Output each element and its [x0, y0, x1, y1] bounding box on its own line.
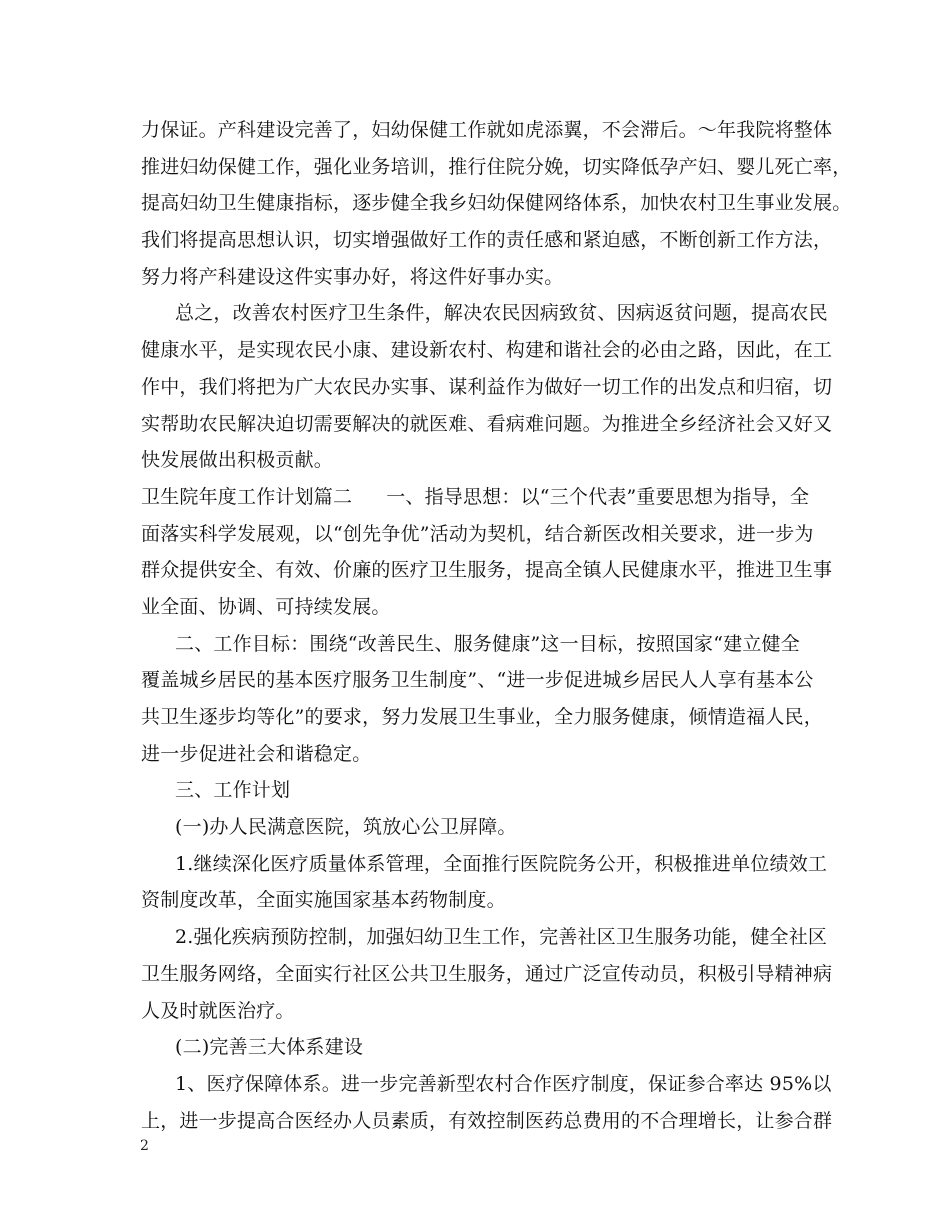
section-title: 卫生院年度工作计划篇二: [141, 485, 353, 508]
text-line: [141, 699, 831, 736]
text-line: [141, 1066, 831, 1103]
text-line: [141, 882, 831, 919]
line-text: 提高妇幼卫生健康指标，逐步健全我乡妇幼保健网络体系，加快农村卫生事业发展。: [141, 192, 852, 215]
line-text: 卫生服务网络，全面实行社区公共卫生服务，通过广泛宣传动员，积极引导精神病: [141, 962, 833, 985]
line-text: 业全面、协调、可持续发展。: [141, 595, 391, 618]
line-text: 实帮助农民解决迫切需要解决的就医难、看病难问题。为推进全乡经济社会又好又: [141, 412, 833, 435]
page-number: 2: [140, 1138, 149, 1154]
text-line: [141, 369, 831, 406]
line-text: 我们将提高思想认识，切实增强做好工作的责任感和紧迫感，不断创新工作方法，: [141, 229, 833, 252]
text-line: [141, 112, 831, 149]
line-text: 1、医疗保障体系。进一步完善新型农村合作医疗制度，保证参合率达 95%以: [175, 1072, 832, 1095]
text-line: [141, 479, 831, 516]
line-text: 人及时就医治疗。: [141, 999, 295, 1022]
text-line: [141, 406, 831, 443]
text-line: [141, 772, 831, 809]
line-text: 共卫生逐步均等化”的要求，努力发展卫生事业，全力服务健康，倾情造福人民，: [141, 706, 823, 728]
line-text: 2.强化疾病预防控制，加强妇幼卫生工作，完善社区卫生服务功能，健全社区: [175, 926, 828, 949]
text-line: [141, 956, 831, 993]
text-line: [141, 332, 831, 369]
text-line: [141, 295, 831, 332]
text-line: [141, 185, 852, 222]
text-line: [141, 919, 831, 956]
text-line: [141, 442, 831, 479]
text-line: [141, 516, 831, 553]
text-line: [141, 1103, 831, 1140]
document-body: [141, 112, 852, 1139]
line-text: (二)完善三大体系建设: [175, 1036, 364, 1059]
line-text: 健康水平，是实现农民小康、建设新农村、构建和谐社会的必由之路，因此，在工: [141, 339, 833, 362]
text-line: [141, 736, 831, 773]
text-line: [141, 222, 831, 259]
line-text: 作中，我们将把为广大农民办实事、谋利益作为做好一切工作的出发点和归宿，切: [141, 375, 833, 398]
text-line: [141, 589, 831, 626]
text-line: [141, 662, 831, 699]
line-text: 覆盖城乡居民的基本医疗服务卫生制度”、“进一步促进城乡居民人人享有基本公: [141, 669, 814, 692]
line-text: 三、工作计划: [175, 779, 291, 802]
line-text: 快发展做出积极贡献。: [141, 449, 334, 472]
text-line: [141, 846, 831, 883]
text-line: [141, 626, 831, 663]
line-text: 推进妇幼保健工作，强化业务培训，推行住院分娩，切实降低孕产妇、婴儿死亡率，: [141, 155, 852, 178]
line-text: 资制度改革，全面实施国家基本药物制度。: [141, 889, 506, 912]
line-text: 力保证。产科建设完善了，妇幼保健工作就如虎添翼，不会滞后。～年我院将整体: [141, 119, 833, 141]
text-line: [141, 1029, 831, 1066]
line-text: 面落实科学发展观，以“创先争优”活动为契机，结合新医改相关要求，进一步为: [141, 522, 814, 545]
line-text: (一)办人民满意医院，筑放心公卫屏障。: [175, 816, 517, 839]
line-text: 进一步促进社会和谐稳定。: [141, 742, 372, 765]
line-text: 总之，改善农村医疗卫生条件，解决农民因病致贫、因病返贫问题，提高农民: [175, 302, 828, 325]
line-text: 上，进一步提高合医经办人员素质，有效控制医药总费用的不合理增长，让参合群: [141, 1109, 833, 1132]
line-text: 一、指导思想：以“三个代表”重要思想为指导，全: [386, 485, 810, 508]
line-text: 二、工作目标：围绕“改善民生、服务健康”这一目标，按照国家“建立健全: [175, 632, 800, 655]
text-line: [141, 259, 831, 296]
line-text: 群众提供安全、有效、价廉的医疗卫生服务，提高全镇人民健康水平，推进卫生事: [141, 559, 833, 582]
line-text: 努力将产科建设这件实事办好，将这件好事办实。: [141, 265, 564, 288]
text-line: [141, 149, 852, 186]
text-line: [141, 993, 831, 1030]
text-line: [141, 809, 831, 846]
line-text: 1.继续深化医疗质量体系管理，全面推行医院院务公开，积极推进单位绩效工: [175, 852, 828, 875]
text-line: [141, 552, 831, 589]
